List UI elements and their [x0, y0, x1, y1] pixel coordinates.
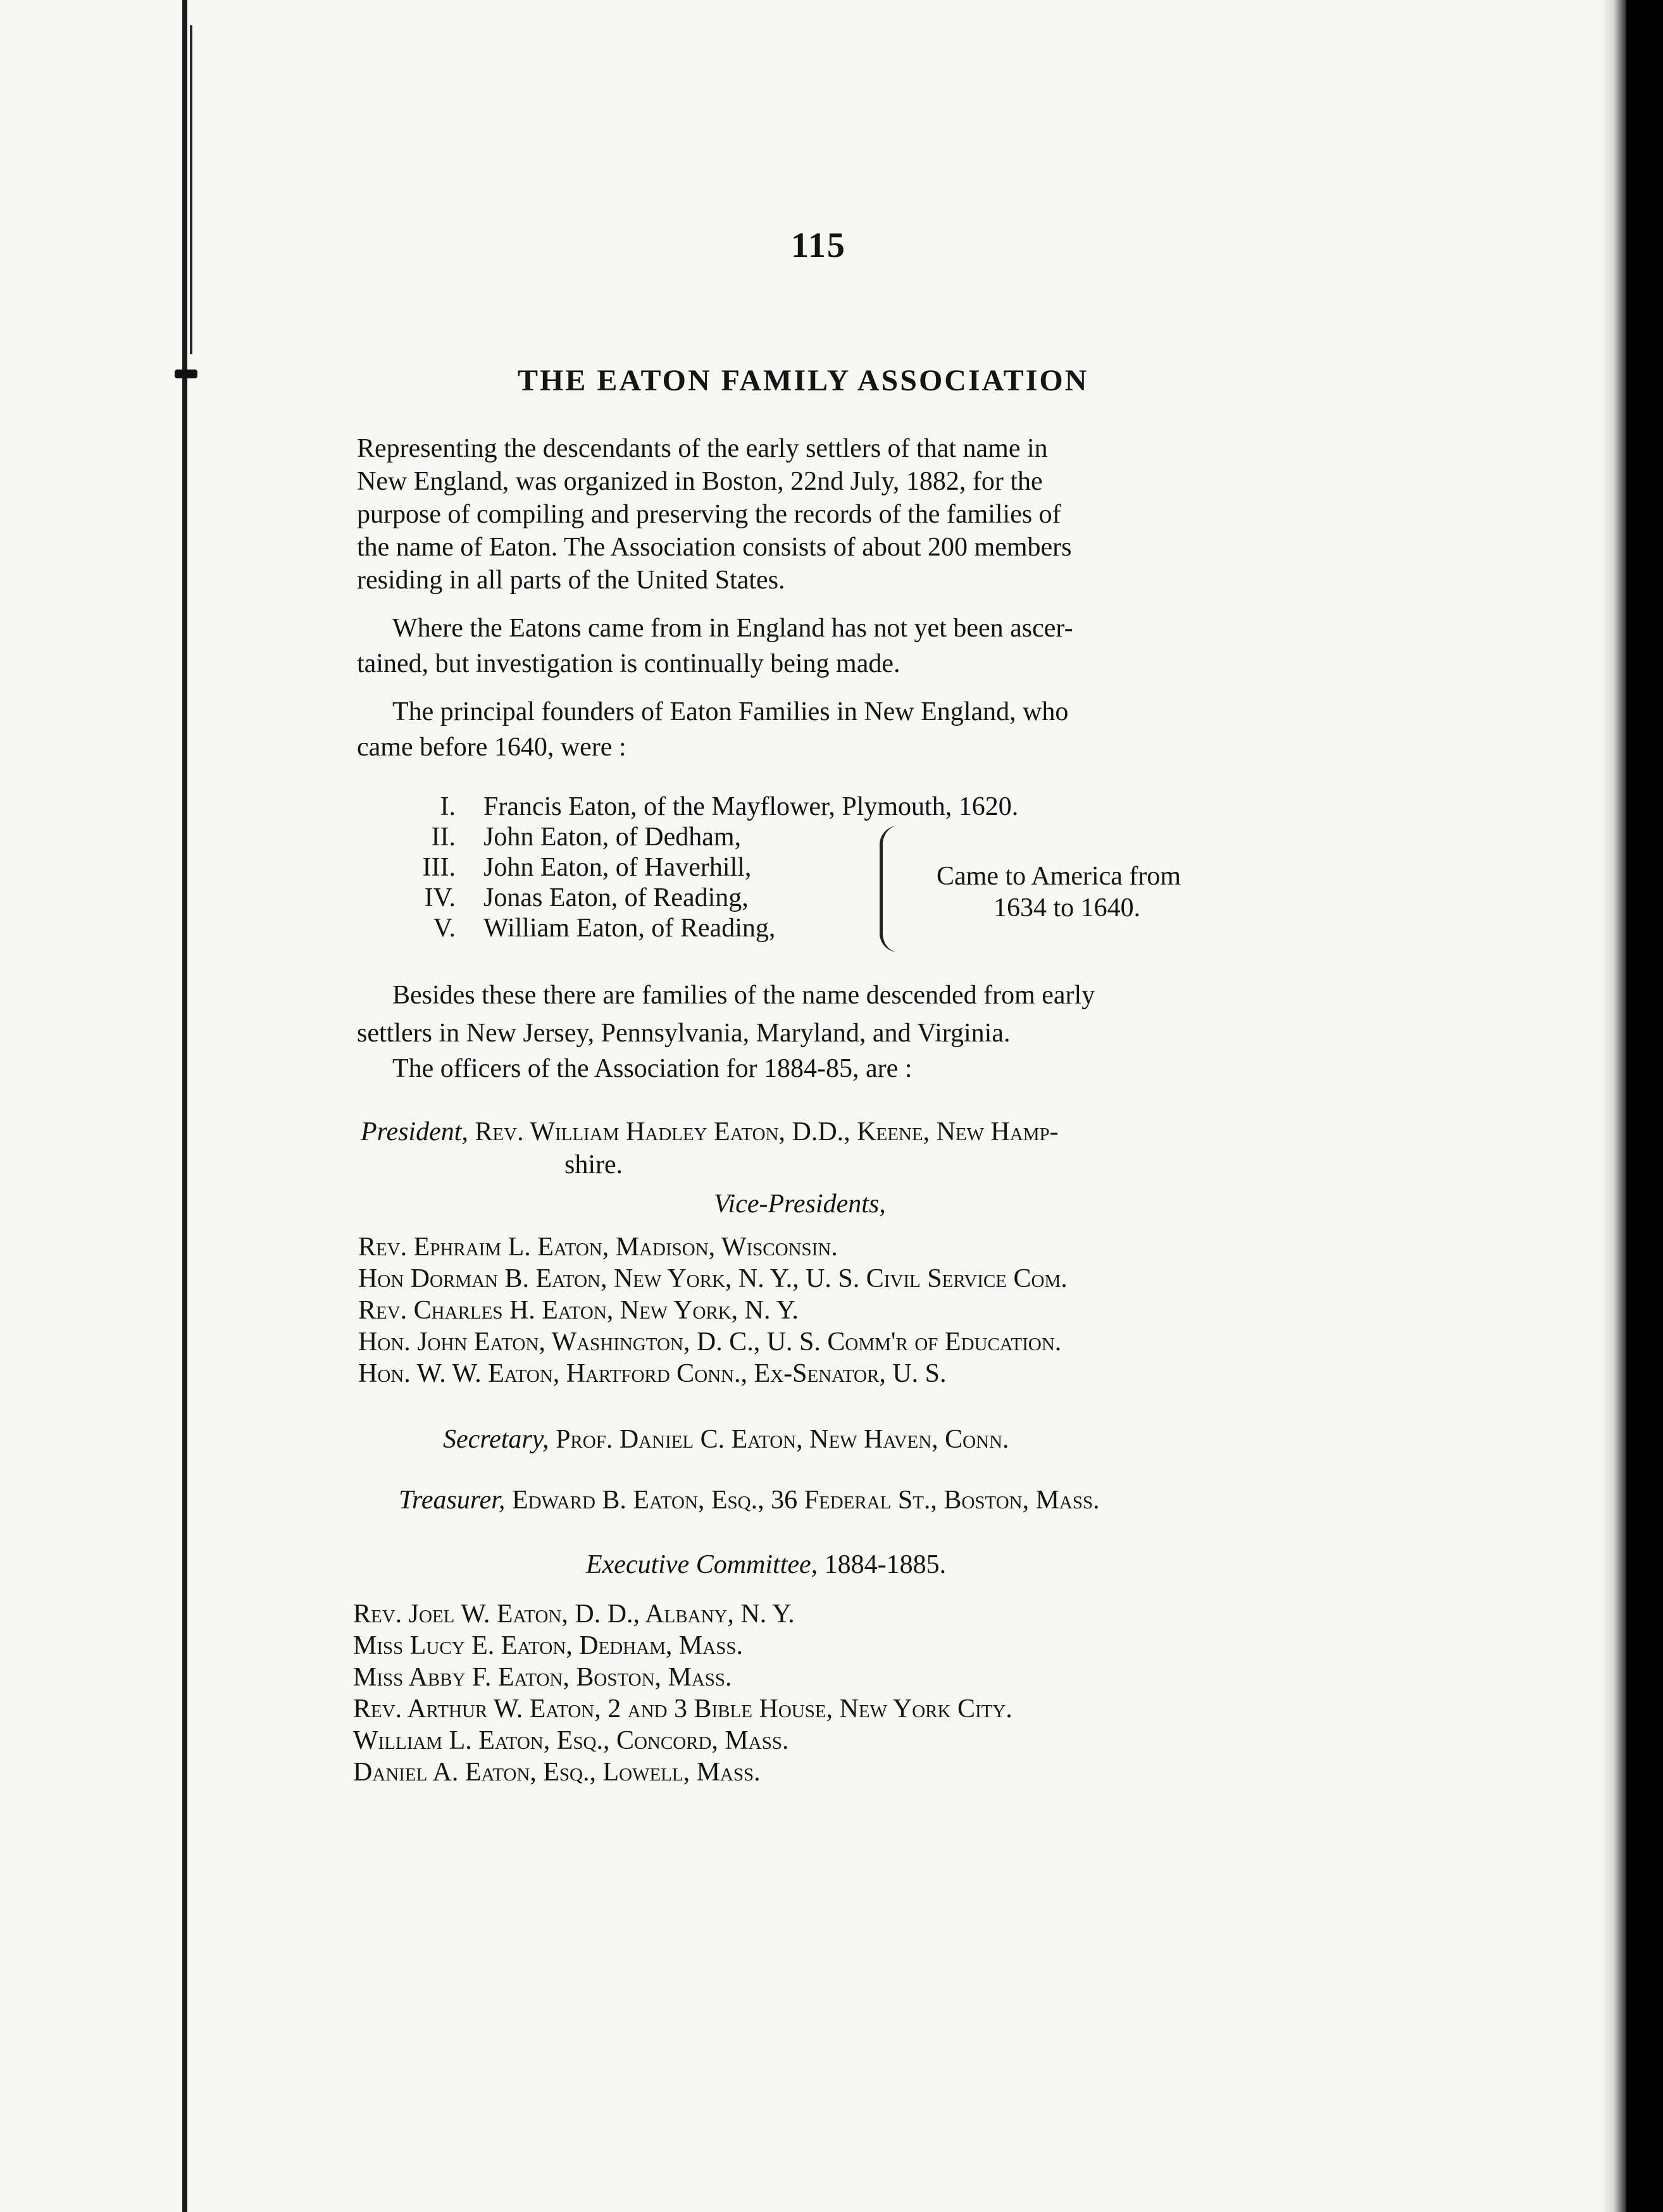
founder-entry: John Eaton, of Dedham,: [483, 823, 742, 852]
besides-line: Besides these there are families of the name descended from early: [392, 981, 1095, 1010]
founders-intro-line: came before 1640, were :: [357, 733, 626, 762]
founder-numeral: IV.: [424, 883, 456, 912]
vice-president-entry: Hon. John Eaton, Washington, D. C., U. S. Comm'r of Education.: [358, 1327, 1062, 1357]
grouping-brace: [880, 826, 899, 952]
page-title: THE EATON FAMILY ASSOCIATION: [518, 364, 1089, 397]
executive-member: Rev. Joel W. Eaton, D. D., Albany, N. Y.: [353, 1600, 795, 1629]
secretary-text: Prof. Daniel C. Eaton, New Haven, Conn.: [556, 1425, 1009, 1454]
executive-member: Miss Abby F. Eaton, Boston, Mass.: [353, 1663, 732, 1692]
officers-intro: The officers of the Association for 1884-85, are :: [392, 1054, 912, 1083]
besides-line: settlers in New Jersey, Pennsylvania, Maryland, and Virginia.: [357, 1019, 1011, 1048]
page-number: 115: [791, 226, 846, 265]
origin-line: tained, but investigation is continually being made.: [357, 649, 900, 678]
founder-entry: Jonas Eaton, of Reading,: [483, 883, 749, 912]
page-edge-shadow: [1601, 0, 1626, 2212]
secretary-entry: [443, 1426, 1009, 1453]
treasurer-entry: [399, 1487, 1100, 1513]
binding-mark: [175, 370, 197, 378]
executive-committee-label: Executive Committee,: [586, 1550, 818, 1579]
founder-entry: William Eaton, of Reading,: [483, 914, 776, 943]
intro-line: the name of Eaton. The Association consists of about 200 members: [357, 533, 1072, 562]
executive-member: Rev. Arthur W. Eaton, 2 and 3 Bible House, New York City.: [353, 1694, 1012, 1724]
vice-president-entry: Hon Dorman B. Eaton, New York, N. Y., U. S. Civil Service Com.: [358, 1264, 1068, 1293]
executive-committee-years: 1884-1885.: [824, 1550, 947, 1579]
executive-member: Daniel A. Eaton, Esq., Lowell, Mass.: [353, 1758, 761, 1787]
founder-numeral: III.: [422, 853, 456, 882]
intro-line: Representing the descendants of the early settlers of that name in: [357, 434, 1048, 463]
founders-intro-line: The principal founders of Eaton Families in New England, who: [392, 697, 1069, 726]
founder-numeral: V.: [433, 914, 456, 943]
secretary-label: Secretary,: [443, 1425, 549, 1454]
vice-presidents-heading: Vice-Presidents,: [714, 1190, 886, 1219]
executive-member: Miss Lucy E. Eaton, Dedham, Mass.: [353, 1631, 743, 1660]
brace-note-line: 1634 to 1640.: [993, 893, 1141, 923]
intro-line: residing in all parts of the United States.: [357, 566, 785, 595]
vice-president-entry: Hon. W. W. Eaton, Hartford Conn., Ex-Senator, U. S.: [358, 1359, 947, 1388]
founder-entry: Francis Eaton, of the Mayflower, Plymouth, 1620.: [483, 792, 1019, 821]
brace-note-line: Came to America from: [937, 862, 1181, 891]
vice-president-entry: Rev. Ephraim L. Eaton, Madison, Wisconsin.: [358, 1233, 838, 1262]
intro-line: purpose of compiling and preserving the records of the families of: [357, 500, 1061, 529]
president-text: Rev. William Hadley Eaton, D.D., Keene, New Hamp-: [475, 1117, 1059, 1146]
vice-president-entry: Rev. Charles H. Eaton, New York, N. Y.: [358, 1296, 799, 1325]
treasurer-label: Treasurer,: [399, 1486, 506, 1515]
executive-committee-heading: [586, 1551, 946, 1578]
president-continuation: shire.: [564, 1150, 623, 1179]
founder-numeral: I.: [440, 792, 456, 821]
binding-gutter-inner: [190, 25, 192, 354]
founder-numeral: II.: [431, 823, 456, 852]
president-entry: [361, 1119, 1059, 1145]
intro-line: New England, was organized in Boston, 22nd July, 1882, for the: [357, 467, 1043, 496]
president-label: President,: [361, 1117, 468, 1146]
founder-entry: John Eaton, of Haverhill,: [483, 853, 752, 882]
origin-line: Where the Eatons came from in England has not yet been ascer-: [392, 614, 1073, 643]
treasurer-text: Edward B. Eaton, Esq., 36 Federal St., Boston, Mass.: [511, 1486, 1100, 1515]
binding-gutter: [182, 0, 187, 2212]
executive-member: William L. Eaton, Esq., Concord, Mass.: [353, 1726, 789, 1755]
